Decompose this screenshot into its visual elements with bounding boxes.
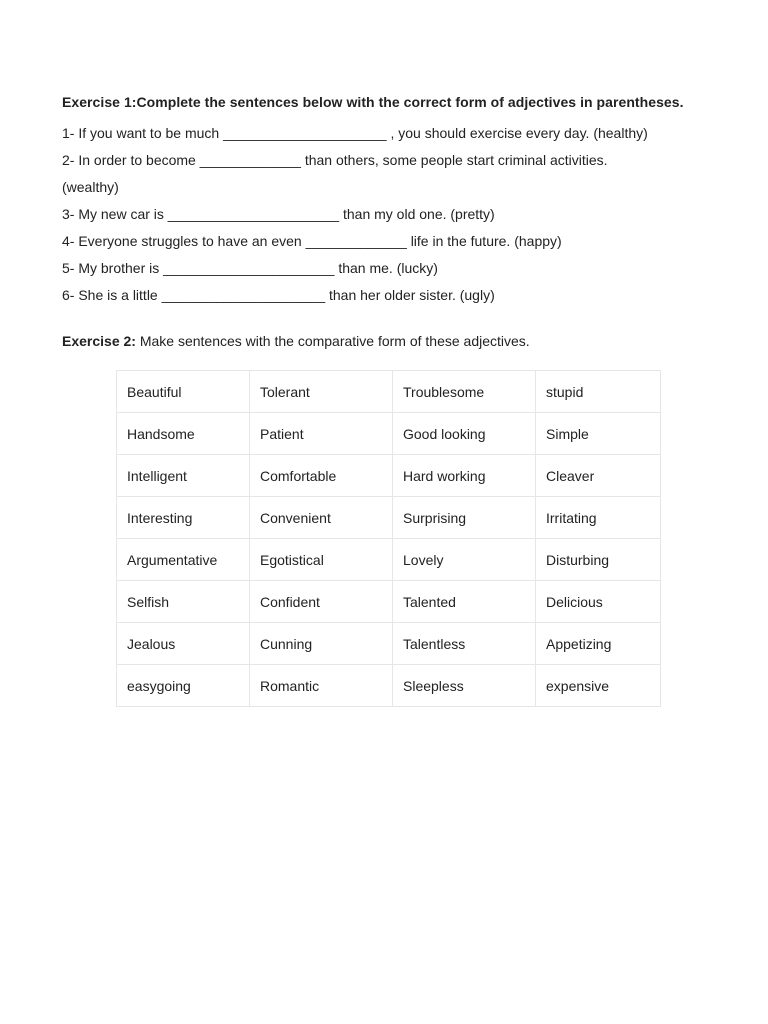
table-cell: stupid: [536, 371, 661, 413]
table-cell: Simple: [536, 413, 661, 455]
exercise-1-sentence-3: 3- My new car is ______________________ than my old one. (pretty): [62, 206, 495, 222]
table-cell: Comfortable: [250, 455, 393, 497]
table-cell: Handsome: [117, 413, 250, 455]
table-row: [117, 497, 661, 539]
table-cell: Cunning: [250, 623, 393, 665]
table-cell: Lovely: [393, 539, 536, 581]
exercise-1-sentence-4: 4- Everyone struggles to have an even _____________ life in the future. (happy): [62, 233, 562, 249]
table-cell: Tolerant: [250, 371, 393, 413]
table-cell: Disturbing: [536, 539, 661, 581]
table-row: [117, 455, 661, 497]
exercise-1-sentence-2: 2- In order to become _____________ than others, some people start criminal activities.: [62, 152, 608, 168]
exercise-2-label: Exercise 2:: [62, 333, 136, 349]
exercise-2-heading: [62, 331, 742, 351]
table-cell: Talented: [393, 581, 536, 623]
table-row: [117, 665, 661, 707]
table-cell: Appetizing: [536, 623, 661, 665]
exercise-2-instruction: Make sentences with the comparative form of these adjectives.: [135, 333, 530, 349]
table-row: [117, 371, 661, 413]
adjectives-table: [116, 370, 661, 707]
table-cell: Patient: [250, 413, 393, 455]
table-cell: Intelligent: [117, 455, 250, 497]
table-cell: Cleaver: [536, 455, 661, 497]
table-cell: Sleepless: [393, 665, 536, 707]
table-cell: Confident: [250, 581, 393, 623]
exercise-1-heading: Exercise 1:Complete the sentences below with the correct form of adjectives in parentheses.: [62, 94, 684, 110]
exercise-1-sentence-2-hint: (wealthy): [62, 179, 119, 195]
table-cell: Convenient: [250, 497, 393, 539]
table-row: [117, 413, 661, 455]
exercise-1-sentence-1: 1- If you want to be much _____________________ , you should exercise every day. (healthy): [62, 125, 648, 141]
table-cell: Delicious: [536, 581, 661, 623]
table-cell: Hard working: [393, 455, 536, 497]
table-cell: Surprising: [393, 497, 536, 539]
exercise-1-sentence-6: 6- She is a little _____________________ than her older sister. (ugly): [62, 287, 495, 303]
table-cell: Jealous: [117, 623, 250, 665]
table-cell: Interesting: [117, 497, 250, 539]
table-cell: easygoing: [117, 665, 250, 707]
table-cell: Selfish: [117, 581, 250, 623]
table-row: [117, 581, 661, 623]
table-row: [117, 539, 661, 581]
table-cell: Egotistical: [250, 539, 393, 581]
table-cell: Good looking: [393, 413, 536, 455]
table-cell: Beautiful: [117, 371, 250, 413]
table-cell: Romantic: [250, 665, 393, 707]
worksheet: [62, 92, 742, 351]
table-cell: Argumentative: [117, 539, 250, 581]
table-cell: Talentless: [393, 623, 536, 665]
table-cell: Irritating: [536, 497, 661, 539]
table-cell: expensive: [536, 665, 661, 707]
exercise-1-sentence-5: 5- My brother is ______________________ than me. (lucky): [62, 260, 438, 276]
table-row: [117, 623, 661, 665]
table-cell: Troublesome: [393, 371, 536, 413]
